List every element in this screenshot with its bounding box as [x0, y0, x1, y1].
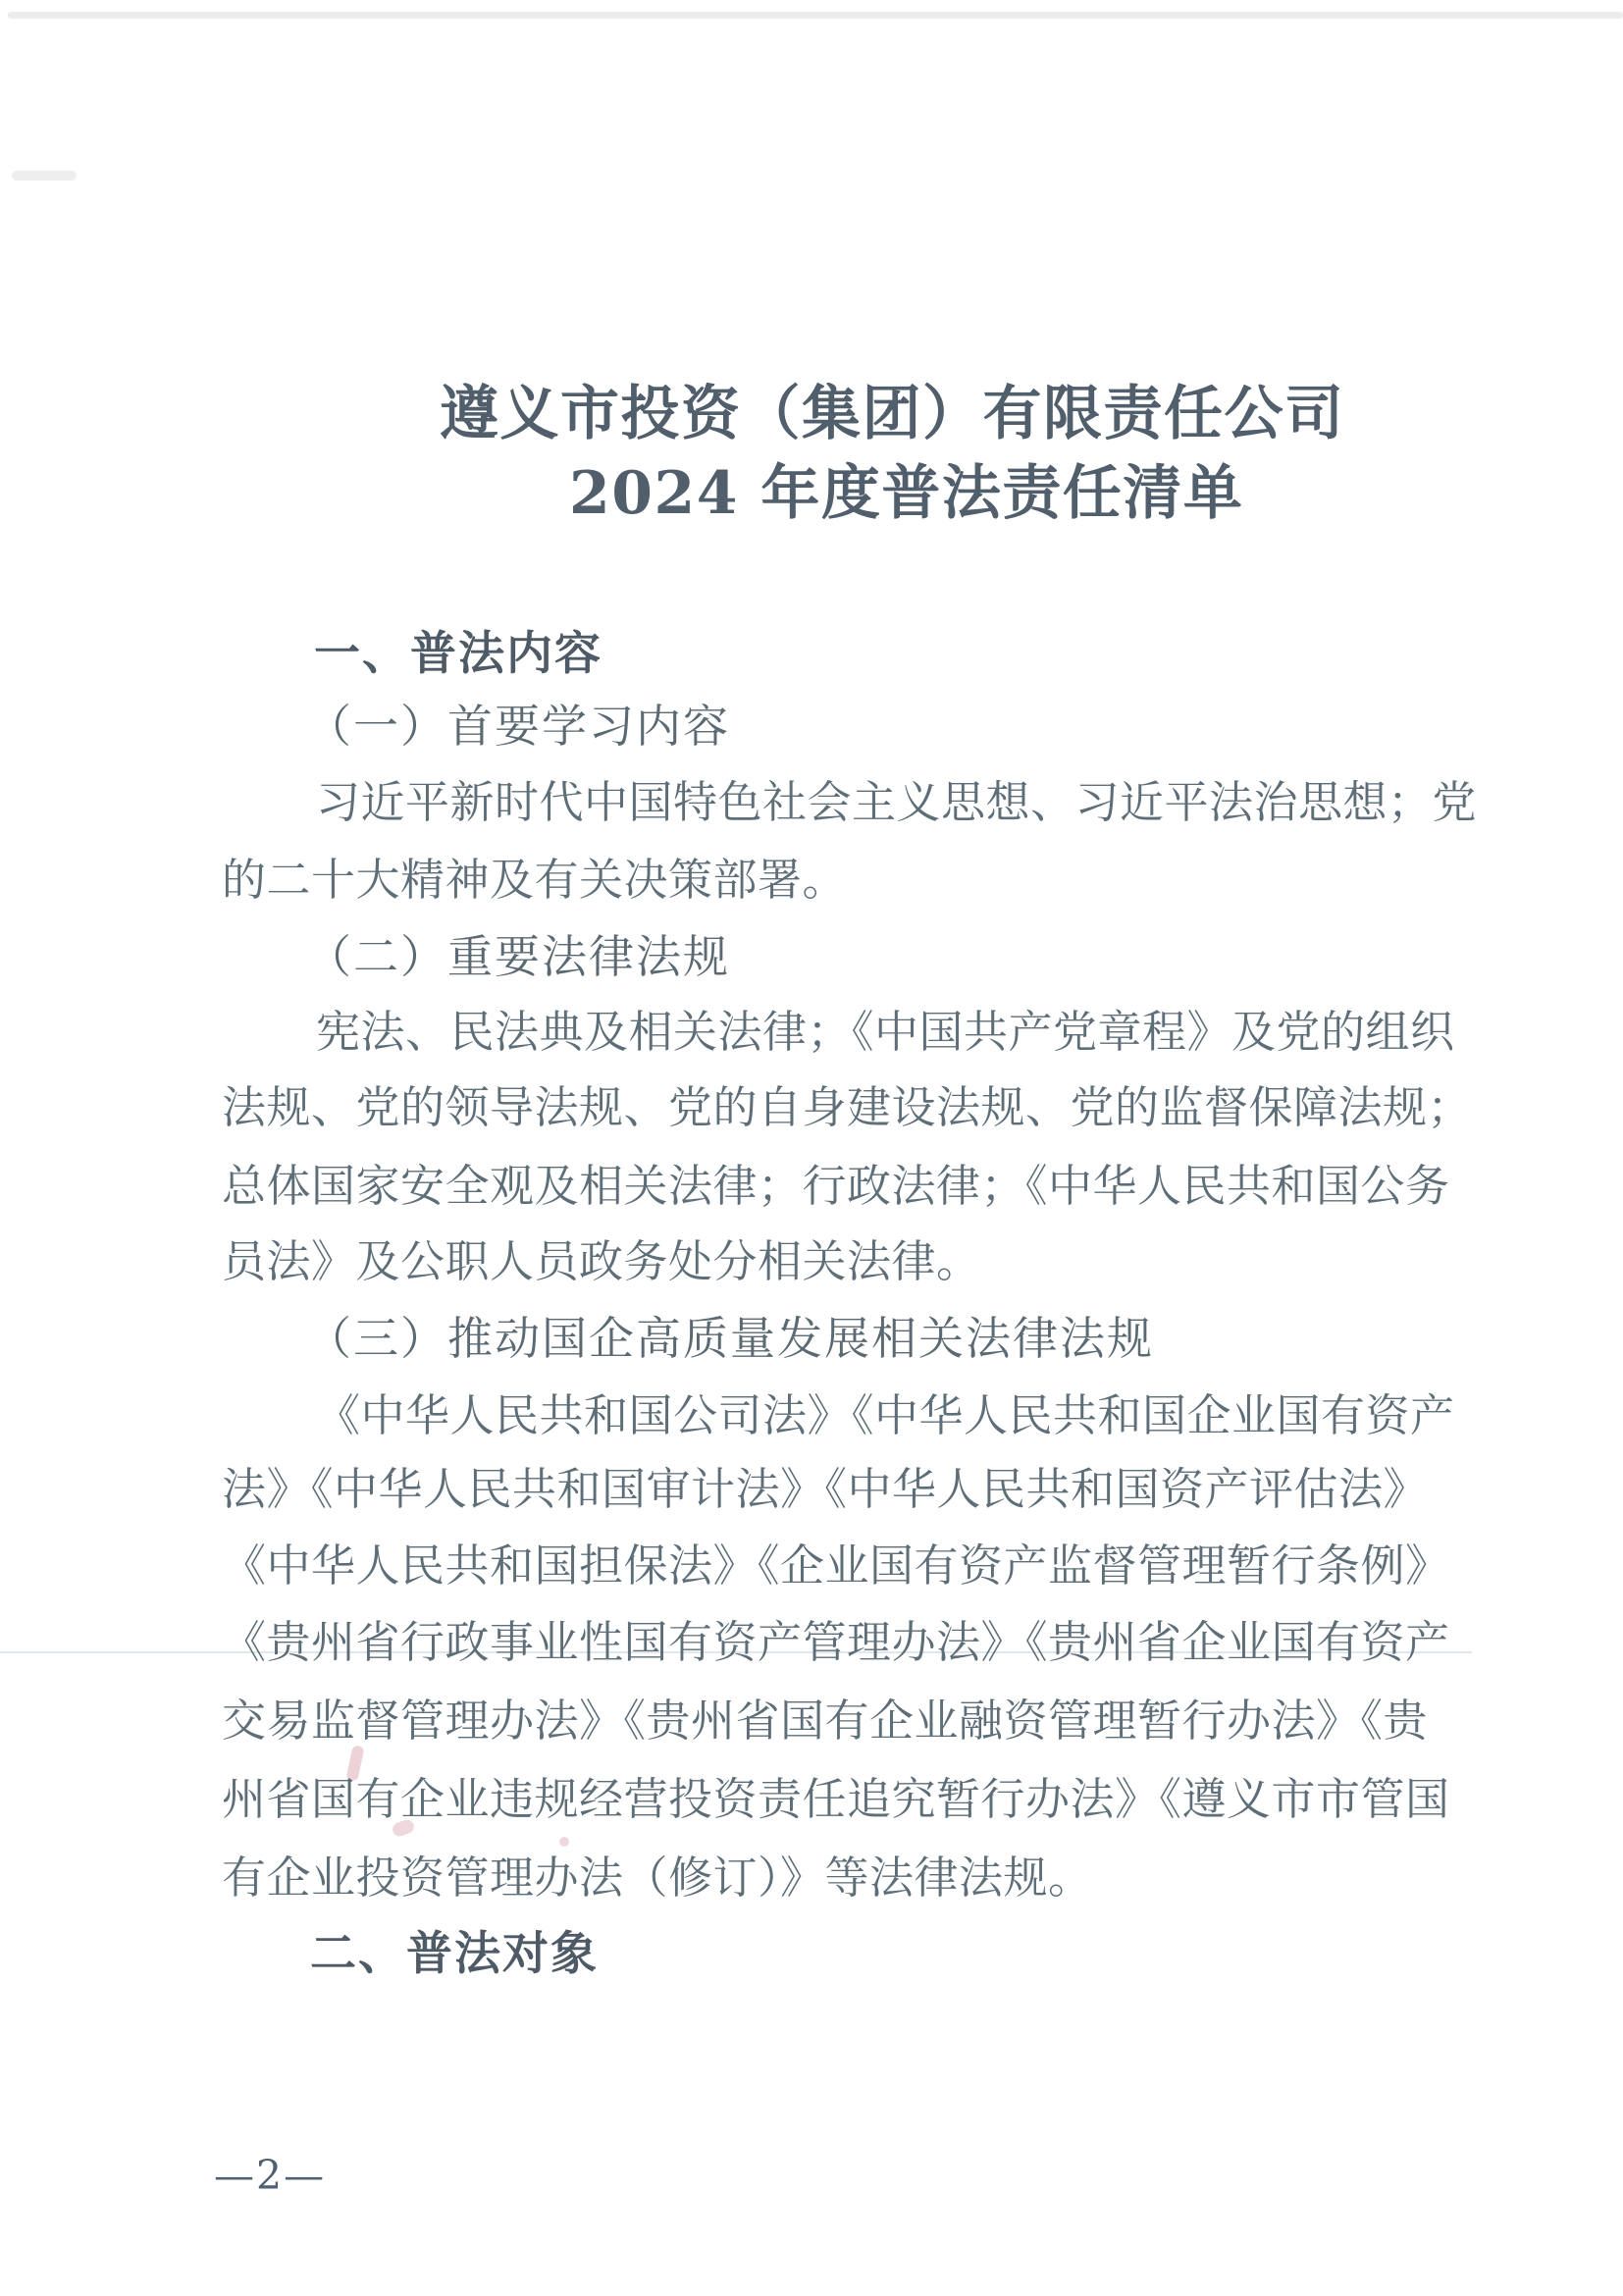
section-heading-2: 二、普法对象: [310, 1927, 599, 1981]
doc-line: 习近平新时代中国特色社会主义思想、习近平法治思想；党: [316, 776, 1478, 828]
scan-artifact-smudge: [12, 171, 77, 181]
doc-line: 《中华人民共和国公司法》《中华人民共和国企业国有资产: [316, 1389, 1455, 1441]
doc-line: 法》《中华人民共和国审计法》《中华人民共和国资产评估法》: [222, 1463, 1429, 1515]
doc-line: 交易监督管理办法》《贵州省国有企业融资管理暂行办法》《贵: [222, 1695, 1429, 1747]
doc-line: 员法》及公职人员政务处分相关法律。: [222, 1235, 981, 1287]
doc-line: 有企业投资管理办法（修订）》等法律法规。: [222, 1852, 1093, 1904]
doc-line: 《贵州省行政事业性国有资产管理办法》《贵州省企业国有资产: [222, 1616, 1450, 1668]
doc-line: 州省国有企业违规经营投资责任追究暂行办法》《遵义市市管国: [222, 1773, 1450, 1825]
scan-artifact-pink-mark: [559, 1837, 569, 1847]
page-number: —2—: [214, 2152, 327, 2199]
scan-artifact-top-band: [8, 12, 1623, 19]
doc-line: 的二十大精神及有关决策部署。: [222, 854, 848, 906]
doc-line: 总体国家安全观及相关法律；行政法律；《中华人民共和国公务: [222, 1160, 1450, 1212]
subsection-heading-1-3: （三）推动国企高质量发展相关法律法规: [306, 1312, 1154, 1365]
doc-title-line-2: 2024 年度普法责任清单: [569, 459, 1244, 528]
subsection-heading-1-1: （一）首要学习内容: [306, 700, 730, 753]
doc-line: 宪法、民法典及相关法律；《中国共产党章程》及党的组织: [316, 1006, 1455, 1058]
doc-title-line-1: 遵义市投资（集团）有限责任公司: [440, 380, 1345, 448]
doc-line: 法规、党的领导法规、党的自身建设法规、党的监督保障法规；: [222, 1081, 1473, 1133]
subsection-heading-1-2: （二）重要法律法规: [306, 930, 730, 983]
section-heading-1: 一、普法内容: [314, 627, 602, 681]
doc-line: 《中华人民共和国担保法》《企业国有资产监督管理暂行条例》: [222, 1539, 1450, 1592]
